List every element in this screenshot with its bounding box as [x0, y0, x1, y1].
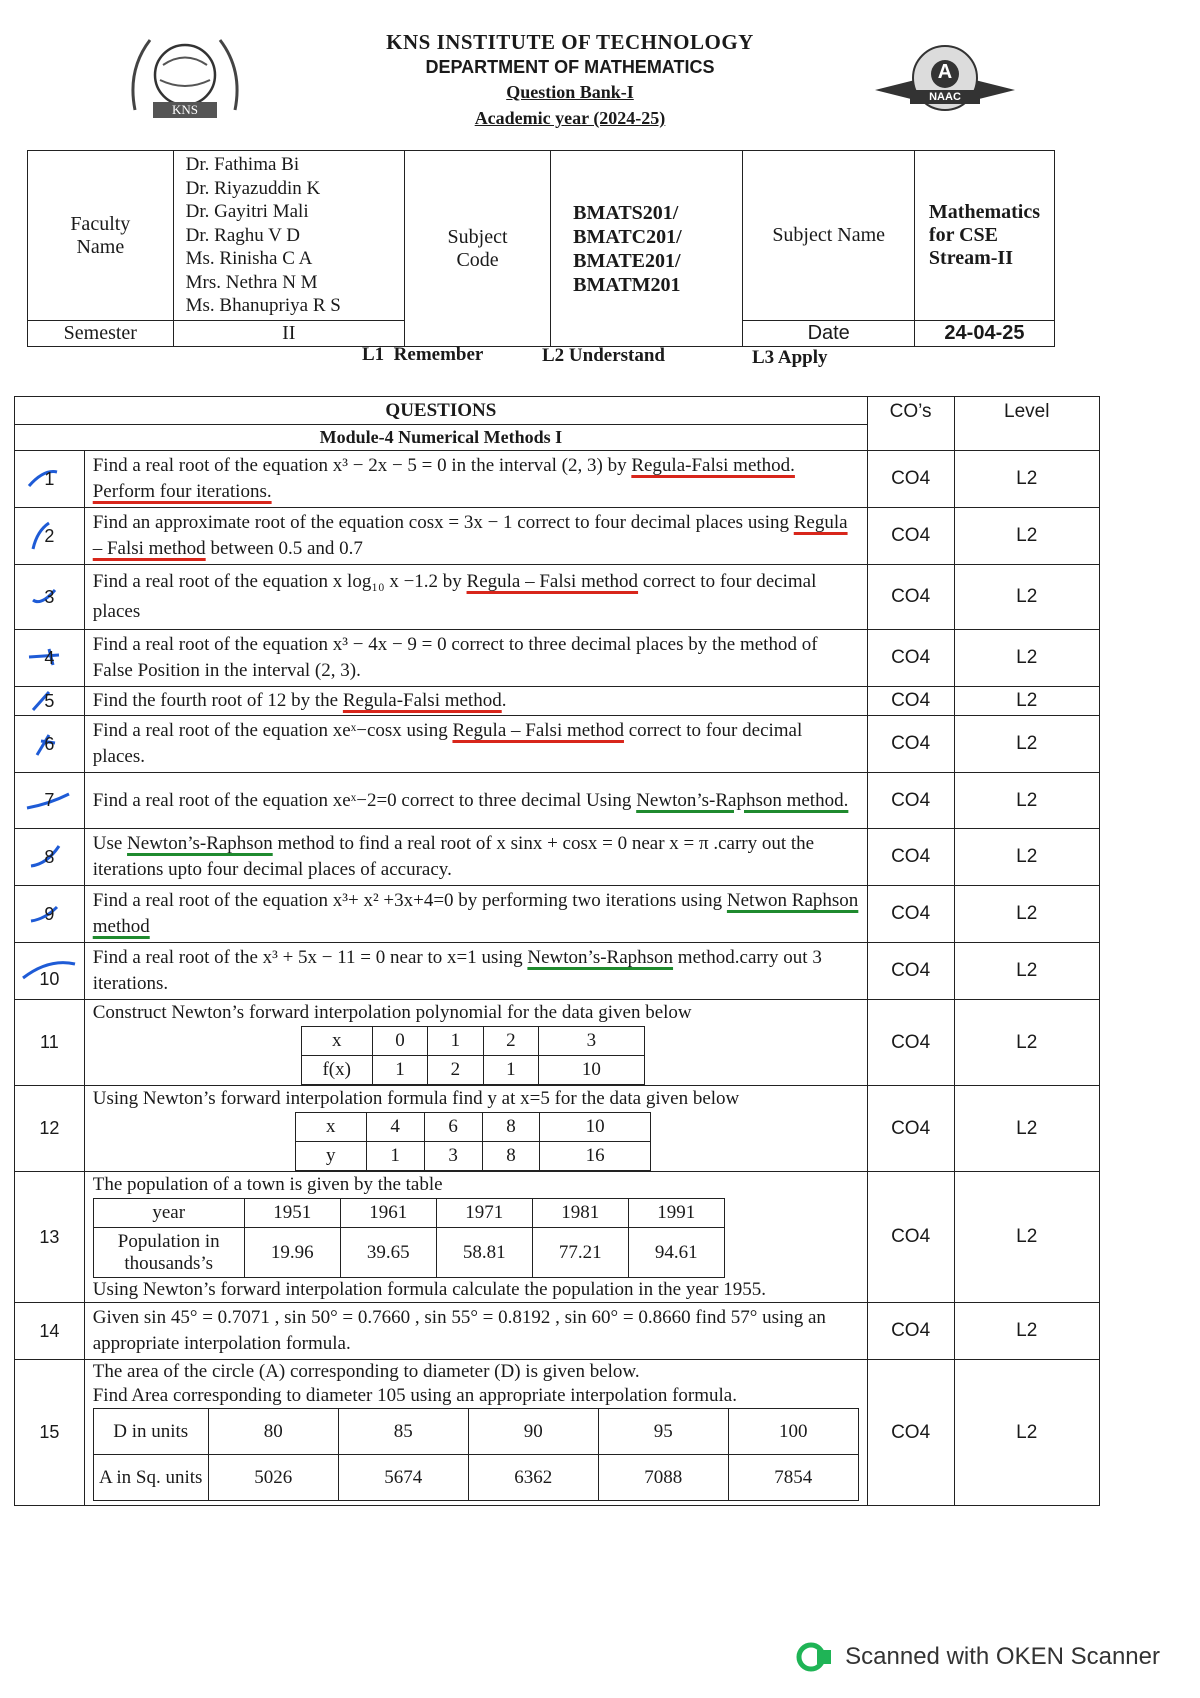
- text-part: Find the fourth root of 12 by the: [92, 690, 343, 711]
- co-cell: CO4: [867, 1086, 954, 1172]
- level-cell: L2: [954, 630, 1100, 687]
- text-part: Find a real root of the equation x³ − 2x − 5 = 0 in the interval (2, 3) by: [92, 455, 632, 476]
- logo-text: KNS: [171, 102, 198, 117]
- semester-value: II: [173, 321, 404, 347]
- q12-data-table: [295, 1112, 651, 1171]
- faculty-member: Mrs. Nethra N M: [185, 271, 318, 293]
- naac-grade: A: [937, 61, 953, 83]
- cos-header: CO’s: [867, 397, 954, 451]
- population-value: 19.96: [244, 1228, 340, 1278]
- question-text: [84, 1172, 867, 1303]
- question-text: [84, 1086, 867, 1172]
- q13-text-2: Using Newton’s forward interpolation formula calculate the population in the year 1955.: [92, 1279, 766, 1300]
- text-part: method.carry out 3 iterations.: [92, 947, 822, 994]
- document-title-text: Question Bank-I: [506, 82, 634, 102]
- questions-header-text: QUESTIONS: [385, 399, 497, 421]
- fx-value: 1: [483, 1056, 538, 1085]
- x-value: 2: [483, 1027, 538, 1056]
- faculty-member: Dr. Gayitri Mali: [185, 201, 309, 223]
- question-number: [15, 773, 85, 829]
- text-part: Find a real root of the x³ + 5x − 11 = 0 near to x=1 using: [92, 947, 528, 968]
- level-cell: L2: [954, 1303, 1100, 1360]
- x-value: 3: [539, 1027, 645, 1056]
- question-text: [84, 886, 867, 943]
- year-label: year: [93, 1199, 244, 1228]
- text-part: Find a real root of the equation x log₁₀ x −1.2 by: [92, 571, 467, 592]
- question-number: [15, 716, 85, 773]
- text-highlight: Newton’s-Raphson: [127, 833, 273, 854]
- level-l3: L3 Apply: [752, 347, 828, 368]
- date-label: Date: [743, 321, 914, 347]
- q13-data-table: [93, 1198, 725, 1278]
- area-label: A in Sq. units: [93, 1455, 208, 1501]
- text-part: Find a real root of the equation x³+ x² +3x+4=0 by performing two iterations using: [92, 890, 727, 911]
- x-value: 0: [372, 1027, 427, 1056]
- question-number: [15, 943, 85, 1000]
- text-highlight: Regula – Falsi method: [466, 571, 639, 592]
- faculty-member: Dr. Fathima Bi: [185, 154, 300, 176]
- co-cell: CO4: [867, 716, 954, 773]
- question-number-text: 7: [44, 790, 55, 810]
- course-info-table: [27, 150, 1055, 347]
- y-value: 1: [366, 1142, 424, 1171]
- question-number-text: 10: [39, 968, 60, 989]
- year-value: 1961: [340, 1199, 436, 1228]
- questions-header: [15, 397, 868, 425]
- text-highlight: Netwon Raphson method: [92, 890, 859, 937]
- scanner-watermark: [795, 1640, 1160, 1674]
- co-cell: CO4: [867, 630, 954, 687]
- q15-text-2: Find Area corresponding to diameter 105 using an appropriate interpolation formula.: [92, 1385, 737, 1406]
- question-number: [15, 886, 85, 943]
- subject-codes: [551, 151, 743, 347]
- y-value: 3: [424, 1142, 482, 1171]
- year-value: 1971: [436, 1199, 532, 1228]
- year-value: 1981: [532, 1199, 628, 1228]
- question-number-text: 3: [44, 586, 55, 607]
- text-highlight: Regula – Falsi method: [92, 512, 848, 559]
- co-cell: CO4: [867, 773, 954, 829]
- level-l1: L1 Remember: [362, 344, 484, 365]
- text-highlight: Newton’s-Raphson method.: [636, 789, 849, 811]
- subject-code: BMATE201/: [573, 249, 681, 272]
- level-cell: L2: [954, 1172, 1100, 1303]
- level-cell: L2: [954, 716, 1100, 773]
- text-part: method to find a real root of x sinx + cosx = 0 near x = π .carry out the iterations upto four decimal places of accuracy.: [92, 833, 815, 880]
- x-label: x: [301, 1027, 372, 1056]
- question-text: [84, 716, 867, 773]
- level-cell: L2: [954, 1086, 1100, 1172]
- diameter-value: 100: [728, 1409, 858, 1455]
- question-number-text: 9: [44, 903, 55, 924]
- y-label: y: [295, 1142, 366, 1171]
- naac-badge: [870, 40, 1020, 120]
- fx-value: 10: [539, 1056, 645, 1085]
- question-number-text: 4: [44, 647, 55, 668]
- co-cell: CO4: [867, 943, 954, 1000]
- level-l2: L2 Understand: [542, 345, 665, 366]
- question-number: [15, 630, 85, 687]
- diameter-value: 90: [468, 1409, 598, 1455]
- y-value: 8: [482, 1142, 540, 1171]
- question-number-text: 1: [44, 468, 55, 489]
- text-part: Find a real root of the equation xeˣ−2=0 correct to three decimal Using: [92, 789, 637, 811]
- co-cell: CO4: [867, 687, 954, 716]
- co-cell: CO4: [867, 1360, 954, 1506]
- question-number-text: 5: [44, 690, 55, 711]
- q13-text: The population of a town is given by the table: [92, 1174, 443, 1195]
- y-value: 16: [540, 1142, 650, 1171]
- area-value: 7088: [598, 1455, 728, 1501]
- q15-text-1: The area of the circle (A) corresponding to diameter (D) is given below.: [92, 1361, 640, 1382]
- x-label: x: [295, 1113, 366, 1142]
- question-text: [84, 1360, 867, 1506]
- population-value: 94.61: [628, 1228, 724, 1278]
- question-text: [84, 451, 867, 508]
- question-number: [15, 565, 85, 630]
- faculty-list: [173, 151, 404, 321]
- question-text: [84, 687, 867, 716]
- level-cell: L2: [954, 565, 1100, 630]
- co-cell: CO4: [867, 1000, 954, 1086]
- level-cell: L2: [954, 451, 1100, 508]
- question-number: 11: [15, 1000, 85, 1086]
- faculty-member: Dr. Riyazuddin K: [185, 177, 321, 199]
- subject-name-label: Subject Name: [743, 151, 914, 321]
- level-cell: L2: [954, 829, 1100, 886]
- subject-name: Mathematics for CSE Stream-II: [914, 151, 1054, 321]
- scanner-text: Scanned with OKEN Scanner: [845, 1643, 1160, 1670]
- academic-year-text: Academic year (2024-25): [474, 108, 666, 128]
- diameter-value: 95: [598, 1409, 728, 1455]
- text-part: Find a real root of the equation x³ − 4x − 9 = 0 correct to three decimal places by the method of False Position in the interval (2, 3).: [92, 634, 818, 681]
- year-value: 1951: [244, 1199, 340, 1228]
- module-title: Module-4 Numerical Methods I: [15, 425, 868, 451]
- area-value: 7854: [728, 1455, 858, 1501]
- population-value: 39.65: [340, 1228, 436, 1278]
- population-value: 58.81: [436, 1228, 532, 1278]
- x-value: 4: [366, 1113, 424, 1142]
- department-name: DEPARTMENT OF MATHEMATICS: [425, 57, 715, 77]
- date-value: 24-04-25: [914, 321, 1054, 347]
- question-text: [84, 773, 867, 829]
- diameter-value: 85: [338, 1409, 468, 1455]
- level-cell: L2: [954, 508, 1100, 565]
- level-cell: L2: [954, 886, 1100, 943]
- population-label: Population in thousands’s: [93, 1228, 244, 1278]
- question-number: [15, 451, 85, 508]
- level-cell: L2: [954, 687, 1100, 716]
- question-number-text: 2: [44, 525, 55, 546]
- q15-data-table: [93, 1408, 859, 1501]
- text-part: Use: [92, 833, 128, 854]
- area-value: 5674: [338, 1455, 468, 1501]
- semester-label: Semester: [28, 321, 174, 347]
- text-highlight: Regula – Falsi method: [452, 720, 624, 741]
- questions-table: [14, 396, 1100, 1506]
- institute-name: KNS INSTITUTE OF TECHNOLOGY: [386, 30, 754, 54]
- diameter-label: D in units: [93, 1409, 208, 1455]
- faculty-member: Ms. Rinisha C A: [185, 248, 313, 270]
- faculty-member: Dr. Raghu V D: [185, 224, 301, 246]
- diameter-value: 80: [208, 1409, 338, 1455]
- question-number: [15, 687, 85, 716]
- text-part: Find an approximate root of the equation cosx = 3x − 1 correct to four decimal places using: [92, 512, 794, 533]
- co-cell: CO4: [867, 451, 954, 508]
- level-cell: L2: [954, 773, 1100, 829]
- question-number-text: 6: [44, 733, 55, 754]
- text-highlight: Newton’s-Raphson: [527, 947, 674, 968]
- question-text: Given sin 45° = 0.7071 , sin 50° = 0.7660 , sin 55° = 0.8192 , sin 60° = 0.8660 find 57° using an appropriate interpolation formula.: [84, 1303, 867, 1360]
- q11-text: Construct Newton’s forward interpolation polynomial for the data given below: [92, 1002, 692, 1023]
- question-text: [84, 943, 867, 1000]
- text-highlight: Regula-Falsi method: [342, 690, 502, 711]
- level-cell: L2: [954, 1000, 1100, 1086]
- co-cell: CO4: [867, 1172, 954, 1303]
- question-number: 12: [15, 1086, 85, 1172]
- text-part: Perform four iterations.: [92, 481, 272, 502]
- question-number: 14: [15, 1303, 85, 1360]
- question-number: [15, 829, 85, 886]
- text-part: between 0.5 and 0.7: [205, 538, 363, 559]
- question-text: [84, 565, 867, 630]
- scanner-logo-icon: [795, 1640, 833, 1674]
- population-value: 77.21: [532, 1228, 628, 1278]
- question-number: [15, 508, 85, 565]
- question-number: 15: [15, 1360, 85, 1506]
- x-value: 6: [424, 1113, 482, 1142]
- fx-value: 1: [372, 1056, 427, 1085]
- subject-code: BMATM201: [573, 273, 681, 296]
- x-value: 8: [482, 1113, 540, 1142]
- question-text: [84, 630, 867, 687]
- level-cell: L2: [954, 1360, 1100, 1506]
- subject-code: BMATC201/: [573, 225, 682, 248]
- co-cell: CO4: [867, 829, 954, 886]
- naac-label: NAAC: [929, 91, 961, 103]
- q12-text: Using Newton’s forward interpolation formula find y at x=5 for the data given below: [92, 1088, 740, 1109]
- area-value: 5026: [208, 1455, 338, 1501]
- question-text: [84, 1000, 867, 1086]
- co-cell: CO4: [867, 886, 954, 943]
- faculty-member: Ms. Bhanupriya R S: [185, 295, 341, 317]
- text-part: Find a real root of the equation xeˣ−cosx using: [92, 720, 453, 741]
- area-value: 6362: [468, 1455, 598, 1501]
- co-cell: CO4: [867, 565, 954, 630]
- subject-code: BMATS201/: [573, 201, 679, 224]
- fx-value: 2: [428, 1056, 483, 1085]
- question-text: [84, 508, 867, 565]
- question-number: 13: [15, 1172, 85, 1303]
- faculty-label: Faculty Name: [28, 151, 174, 321]
- text-part: correct to four decimal places: [92, 571, 817, 622]
- question-text: [84, 829, 867, 886]
- year-value: 1991: [628, 1199, 724, 1228]
- co-cell: CO4: [867, 1303, 954, 1360]
- co-cell: CO4: [867, 508, 954, 565]
- text-part: correct to four decimal places.: [92, 720, 803, 767]
- x-value: 1: [428, 1027, 483, 1056]
- text-part: .: [501, 690, 507, 711]
- level-cell: L2: [954, 943, 1100, 1000]
- fx-label: f(x): [301, 1056, 372, 1085]
- text-highlight: Regula-Falsi method.: [631, 455, 795, 476]
- question-number-text: 8: [44, 846, 55, 867]
- x-value: 10: [540, 1113, 650, 1142]
- q11-data-table: [301, 1026, 645, 1085]
- level-header: Level: [954, 397, 1100, 451]
- subject-code-label: Subject Code: [404, 151, 550, 347]
